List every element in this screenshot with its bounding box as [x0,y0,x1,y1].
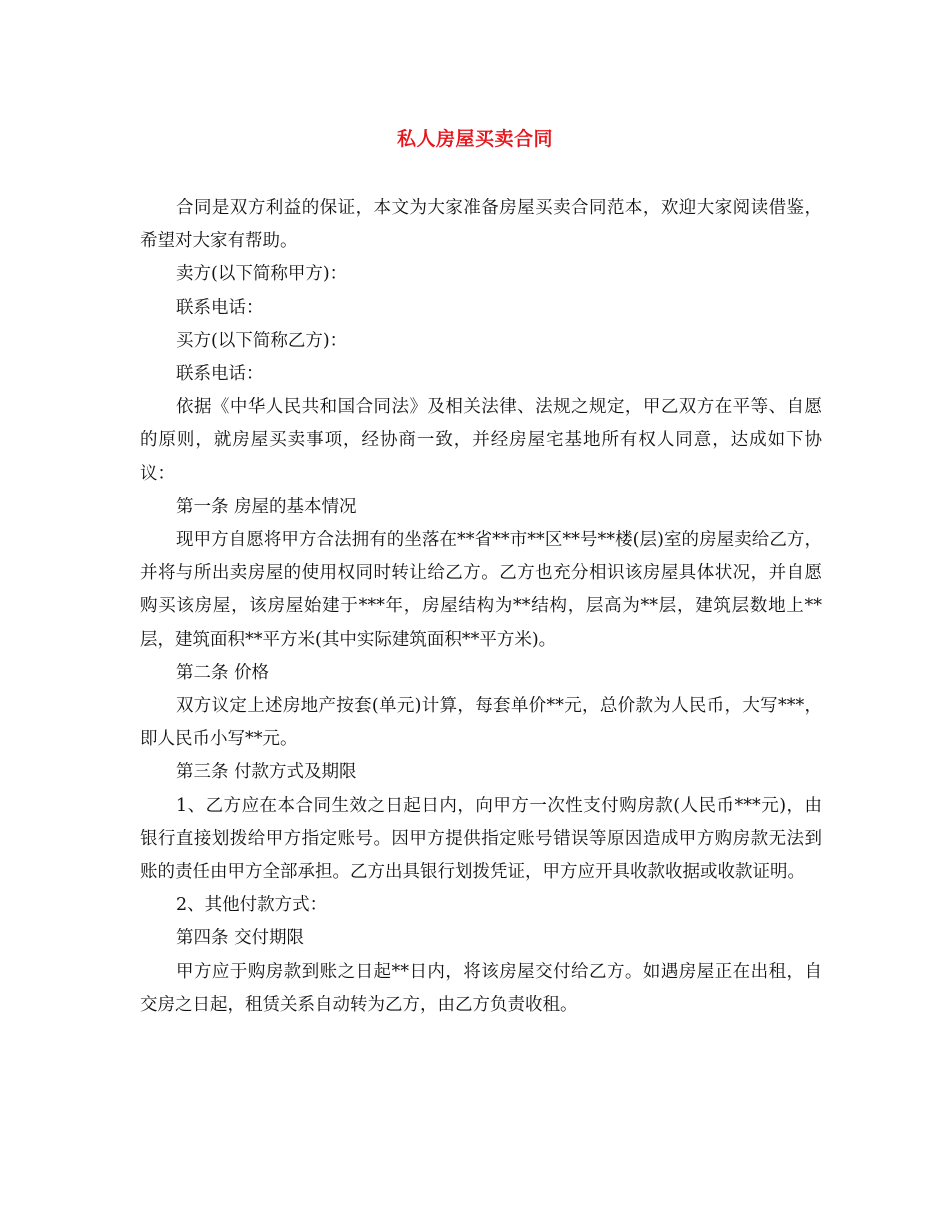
article-3-item-2: 2、其他付款方式： [176,895,328,916]
seller-phone-line: 联系电话： [176,297,264,318]
article-4-paragraph: 甲方应于购房款到账之日起**日内，将该房屋交付给乙方。如遇房屋正在出租，自交房之日起，租赁关系自动转为乙方，由乙方负责收租。 [140,961,822,1015]
seller-line: 卖方(以下简称甲方)： [176,264,348,285]
article-3-heading: 第三条 付款方式及期限 [176,762,357,783]
article-2-paragraph: 双方议定上述房地产按套(单元)计算，每套单价**元，总价款为人民币，大写***，即人民币小写**元。 [140,696,822,750]
article-1-paragraph: 现甲方自愿将甲方合法拥有的坐落在**省**市**区**号**楼(层)室的房屋卖给乙方，并将与所出卖房屋的使用权同时转让给乙方。乙方也充分相识该房屋具体状况，并自愿购买该房屋，该房屋始建于***年，房屋结构为**结构，层高为**层，建筑层数地上**层，建筑面积**平方米(其中实际建筑面积**平方米)。 [140,530,822,650]
document-title: 私人房屋买卖合同 [396,128,553,150]
buyer-phone-line: 联系电话： [176,364,264,385]
document-body [140,192,822,1022]
article-3-item-1: 1、乙方应在本合同生效之日起日内，向甲方一次性支付购房款(人民币***元)，由银行直接划拨给甲方指定账号。因甲方提供指定账号错误等原因造成甲方购房款无法到账的责任由甲方全部承担。乙方出具银行划拨凭证，甲方应开具收款收据或收款证明。 [140,795,822,883]
intro-paragraph: 合同是双方利益的保证，本文为大家准备房屋买卖合同范本，欢迎大家阅读借鉴，希望对大家有帮助。 [140,198,822,252]
legal-basis-paragraph: 依据《中华人民共和国合同法》及相关法律、法规之规定，甲乙双方在平等、自愿的原则，就房屋买卖事项，经协商一致，并经房屋宅基地所有权人同意，达成如下协议： [140,397,822,484]
buyer-line: 买方(以下简称乙方)： [176,330,348,351]
article-1-heading: 第一条 房屋的基本情况 [176,496,357,517]
article-2-heading: 第二条 价格 [176,662,270,683]
article-4-heading: 第四条 交付期限 [176,928,305,949]
